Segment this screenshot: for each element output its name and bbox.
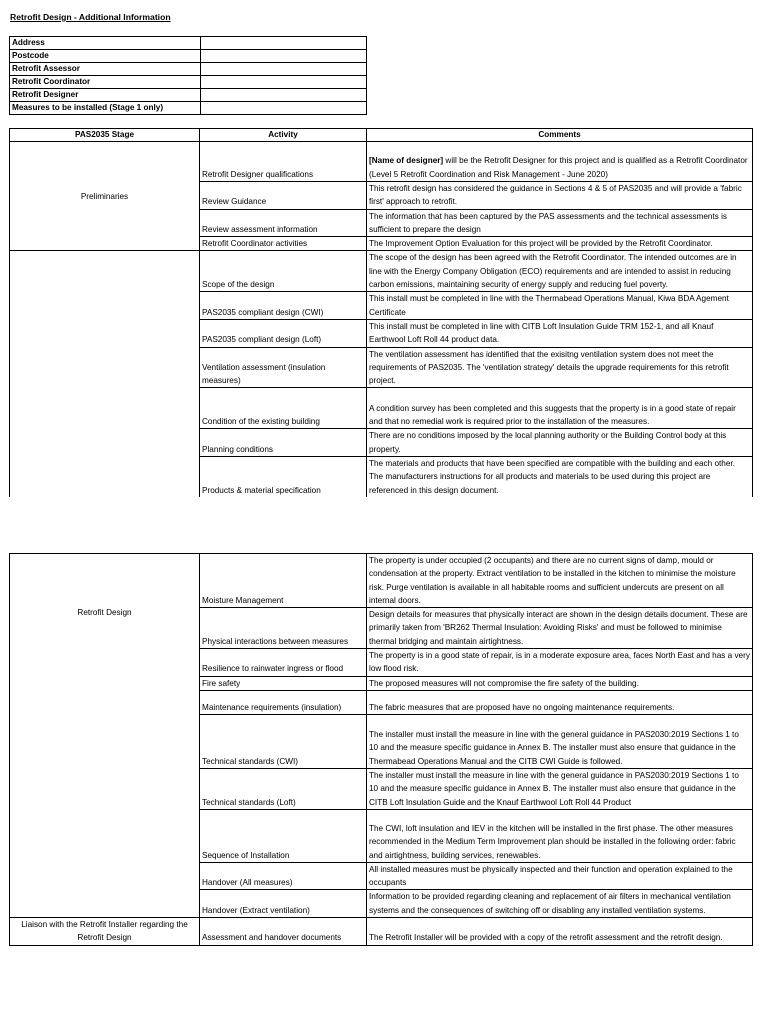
- comment-cell: This retrofit design has considered the guidance in Sections 4 & 5 of PAS2035 and will provide a 'fabric first' approach to retrofit.: [367, 182, 753, 210]
- info-value[interactable]: [201, 76, 367, 89]
- header-activity: Activity: [200, 129, 367, 142]
- activity-cell: Assessment and handover documents: [200, 918, 367, 946]
- comment-cell: Design details for measures that physically interact are shown in the design details document. These are primarily taken from 'BR262 Thermal Insulation: Avoiding Risks' and must be followed to minimise thermal bridging and maintain airtightness.: [367, 608, 753, 649]
- table-row: [10, 251, 753, 292]
- comment-cell: Information to be provided regarding cleaning and replacement of air filters in mechanical ventilation systems and the consequences of switching off or disabling any installed ventilation systems.: [367, 890, 753, 918]
- comment-cell: The Retrofit Installer will be provided with a copy of the retrofit assessment and the retrofit design.: [367, 918, 753, 946]
- comment-cell: All installed measures must be physically inspected and their function and operation explained to the occupants: [367, 862, 753, 890]
- info-row-postcode: [10, 50, 367, 63]
- activity-cell: Maintenance requirements (insulation): [200, 690, 367, 714]
- activity-cell: Products & material specification: [200, 457, 367, 497]
- table-row: [10, 554, 753, 608]
- activity-cell: PAS2035 compliant design (Loft): [200, 319, 367, 347]
- table-row: [10, 918, 753, 946]
- activity-cell: Condition of the existing building: [200, 388, 367, 429]
- info-row-address: [10, 37, 367, 50]
- comment-cell: This install must be completed in line with the Thermabead Operations Manual, Kiwa BDA Agement Certificate: [367, 292, 753, 320]
- activity-cell: PAS2035 compliant design (CWI): [200, 292, 367, 320]
- info-row-designer: [10, 89, 367, 102]
- table-row: [10, 142, 753, 182]
- comment-cell: A condition survey has been completed and this suggests that the property is in a good state of repair and that no remedial work is required prior to the installation of the measures.: [367, 388, 753, 429]
- header-stage: PAS2035 Stage: [10, 129, 200, 142]
- comment-cell: The fabric measures that are proposed have no ongoing maintenance requirements.: [367, 690, 753, 714]
- activity-cell: Technical standards (CWI): [200, 714, 367, 768]
- info-value[interactable]: [201, 37, 367, 50]
- info-value[interactable]: [201, 50, 367, 63]
- comment-cell: This install must be completed in line with CITB Loft Insulation Guide TRM 152-1, and all Knauf Earthwool Loft Roll 44 product data.: [367, 319, 753, 347]
- info-label: Retrofit Coordinator: [10, 76, 201, 89]
- header-comments: Comments: [367, 129, 753, 142]
- designer-name-placeholder: [Name of designer]: [369, 156, 444, 166]
- info-label: Postcode: [10, 50, 201, 63]
- info-label: Address: [10, 37, 201, 50]
- comment-cell: The ventilation assessment has identified that the exisitng ventilation system does not meet the requirements of PAS2035. The 'ventilation strategy' details the upgrade requirements for this retrofit project.: [367, 347, 753, 388]
- activity-cell: Moisture Management: [200, 554, 367, 608]
- info-label: Retrofit Assessor: [10, 63, 201, 76]
- activity-cell: Scope of the design: [200, 251, 367, 292]
- info-label: Measures to be installed (Stage 1 only): [10, 102, 201, 115]
- comment-cell: The materials and products that have been specified are compatible with the building and each other. The manufacturers instructions for all products and materials to be used during this project are referenced in this design document.: [367, 457, 753, 497]
- document-title: Retrofit Design - Additional Information: [10, 12, 171, 22]
- info-label: Retrofit Designer: [10, 89, 201, 102]
- activity-cell: Handover (Extract ventilation): [200, 890, 367, 918]
- activity-cell: Retrofit Designer qualifications: [200, 142, 367, 182]
- activity-cell: Review Guidance: [200, 182, 367, 210]
- activity-cell: Fire safety: [200, 676, 367, 690]
- activity-cell: Sequence of Installation: [200, 809, 367, 862]
- comment-cell: The proposed measures will not compromise the fire safety of the building.: [367, 676, 753, 690]
- activity-cell: Planning conditions: [200, 429, 367, 457]
- activity-cell: Resilience to rainwater ingress or flood: [200, 649, 367, 677]
- comment-cell: The Improvement Option Evaluation for this project will be provided by the Retrofit Coordinator.: [367, 237, 753, 251]
- info-row-measures: [10, 102, 367, 115]
- comment-cell: The property is under occupied (2 occupants) and there are no current signs of damp, mould or condensation at the property. Extract ventilation to be installed in the kitchen to minimise the moisture risk. Purge ventilation is available in all habitable rooms and sufficient undercuts are present on all internal doors.: [367, 554, 753, 608]
- comment-cell: The information that has been captured by the PAS assessments and the technical assessments is sufficient to prepare the design: [367, 209, 753, 237]
- stage-retrofit-design: Retrofit Design: [10, 554, 200, 918]
- stage-continued: [10, 251, 200, 497]
- info-value[interactable]: [201, 102, 367, 115]
- comment-cell: The installer must install the measure in line with the general guidance in PAS2030:2019 Sections 1 to 10 and the measure specific guidance in Annex B. The installer must also ensure that guidance in the Thermabead Operations Manual and the CITB CWI Guide is followed.: [367, 714, 753, 768]
- comment-cell: The CWI, loft insulation and IEV in the kitchen will be installed in the first phase. The other measures recommended in the Medium Term Improvement plan should be installed in the following order: fabric and airtightness, building services, renewables.: [367, 809, 753, 862]
- stage-preliminaries: Preliminaries: [10, 142, 200, 251]
- stage-liaison: Liaison with the Retrofit Installer regarding the Retrofit Design: [10, 918, 200, 946]
- activity-cell: Physical interactions between measures: [200, 608, 367, 649]
- table-header-row: [10, 129, 753, 142]
- activity-cell: Handover (All measures): [200, 862, 367, 890]
- comment-cell: There are no conditions imposed by the local planning authority or the Building Control body at this property.: [367, 429, 753, 457]
- activity-cell: Retrofit Coordinator activities: [200, 237, 367, 251]
- info-value[interactable]: [201, 63, 367, 76]
- design-table-part-2: [9, 553, 753, 946]
- design-table-part-1: [9, 128, 753, 497]
- comment-cell: The property is in a good state of repair, is in a moderate exposure area, faces North East and has a very low flood risk.: [367, 649, 753, 677]
- comment-cell: The installer must install the measure in line with the general guidance in PAS2030:2019 Sections 1 to 10 and the measure specific guidance in Annex B. The installer must also ensure that guidance in the CITB Loft Insulation Guide and the Knauf Earthwool Loft Roll 44 Product: [367, 768, 753, 809]
- activity-cell: Ventilation assessment (insulation measures): [200, 347, 367, 388]
- activity-cell: Review assessment information: [200, 209, 367, 237]
- comment-cell: [Name of designer] will be the Retrofit Designer for this project and is qualified as a Retrofit Coordinator (Level 5 Retrofit Coordination and Risk Management - June 2020): [367, 142, 753, 182]
- info-row-assessor: [10, 63, 367, 76]
- info-value[interactable]: [201, 89, 367, 102]
- info-row-coordinator: [10, 76, 367, 89]
- project-info-table: [9, 36, 367, 115]
- comment-cell: The scope of the design has been agreed with the Retrofit Coordinator. The intended outcomes are in line with the Energy Company Obligation (ECO) requirements and are intended to assist in reducing carbon emissions, maintaining security of energy supply and reducing fuel poverty.: [367, 251, 753, 292]
- activity-cell: Technical standards (Loft): [200, 768, 367, 809]
